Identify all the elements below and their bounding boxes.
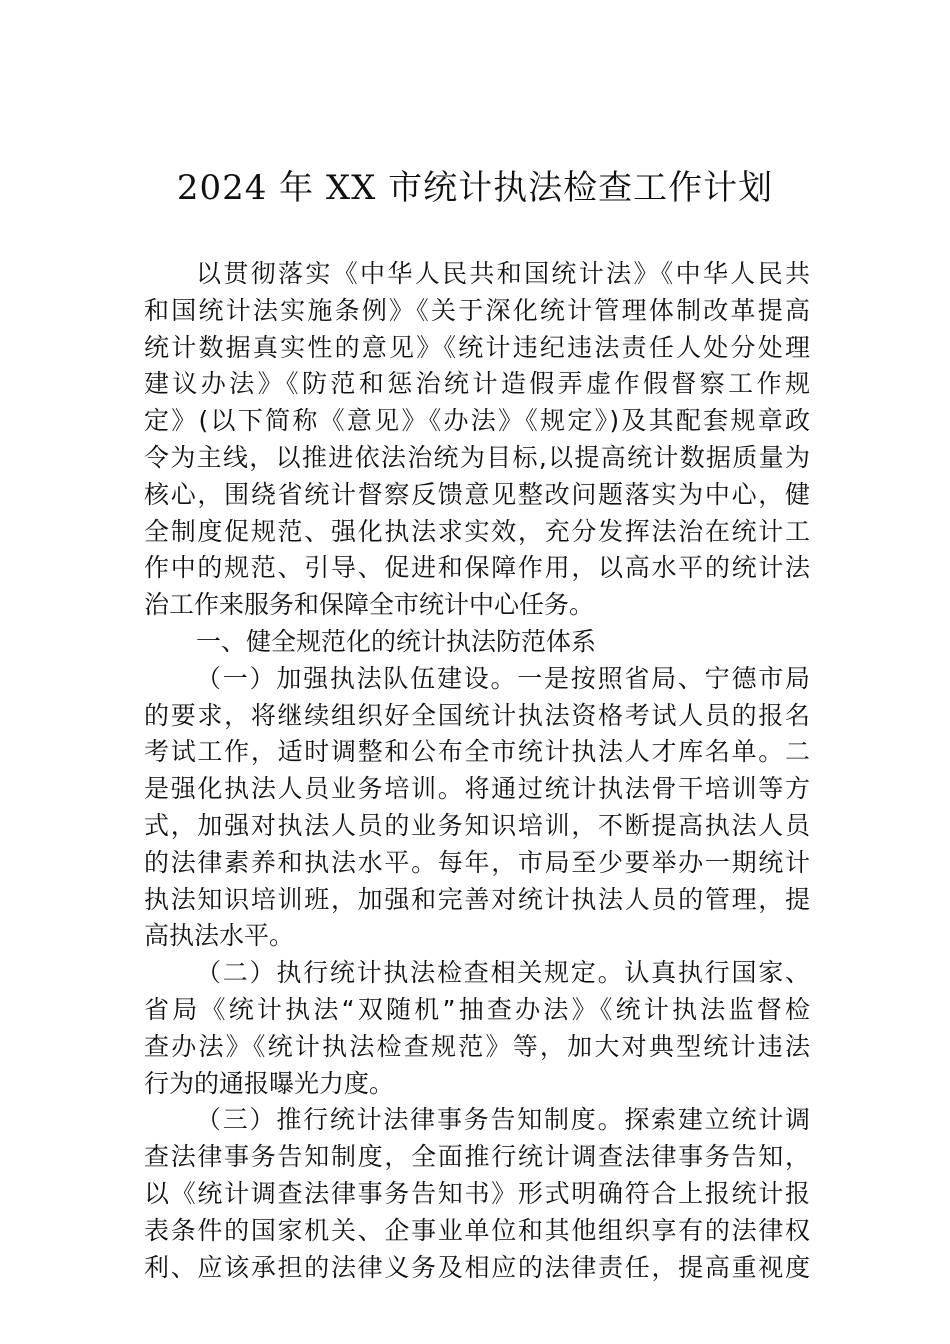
text-line: （三）推行统计法律事务告知制度。探索建立统计调 [196, 1105, 810, 1135]
text-line: 是强化执法人员业务培训。将通过统计执法骨干培训等方 [144, 774, 810, 804]
text-line: 行为的通报曝光力度。 [144, 1068, 395, 1098]
text-line: 一、健全规范化的统计执法防范体系 [196, 626, 597, 656]
text-line: 和国统计法实施条例》《关于深化统计管理体制改革提高 [144, 295, 810, 325]
text-line: 定》(以下简称《意见》《办法》《规定》)及其配套规章政 [144, 406, 810, 436]
document-title: 2024 年 XX 市统计执法检查工作计划 [176, 168, 774, 208]
text-line: 的法律素养和执法水平。每年，市局至少要举办一期统计 [144, 847, 810, 877]
text-line: 高执法水平。 [144, 921, 295, 951]
text-line: 作中的规范、引导、促进和保障作用，以高水平的统计法 [144, 553, 810, 583]
text-line: 执法知识培训班，加强和完善对统计执法人员的管理，提 [144, 884, 810, 914]
text-line: 全制度促规范、强化执法求实效，充分发挥法治在统计工 [144, 516, 810, 546]
text-line: 建议办法》《防范和惩治统计造假弄虚作假督察工作规 [144, 369, 810, 399]
text-line: 考试工作，适时调整和公布全市统计执法人才库名单。二 [144, 737, 810, 767]
text-line: 表条件的国家机关、企事业单位和其他组织享有的法律权 [144, 1215, 810, 1245]
text-line: （二）执行统计执法检查相关规定。认真执行国家、 [196, 958, 810, 988]
text-line: 查法律事务告知制度，全面推行统计调查法律事务告知， [144, 1142, 810, 1172]
document-body [144, 256, 810, 1286]
text-line: （一）加强执法队伍建设。一是按照省局、宁德市局 [196, 663, 810, 693]
text-line: 令为主线，以推进依法治统为目标,以提高统计数据质量为 [144, 442, 810, 472]
text-line: 利、应该承担的法律义务及相应的法律责任，提高重视度 [144, 1252, 810, 1282]
text-line: 查办法》《统计执法检查规范》等，加大对典型统计违法 [144, 1031, 810, 1061]
text-line: 治工作来服务和保障全市统计中心任务。 [144, 590, 595, 620]
text-line: 统计数据真实性的意见》《统计违纪违法责任人处分处理 [144, 332, 810, 362]
text-line: 以《统计调查法律事务告知书》形式明确符合上报统计报 [144, 1178, 810, 1208]
text-line: 以贯彻落实《中华人民共和国统计法》《中华人民共 [196, 259, 810, 288]
text-line: 式，加强对执法人员的业务知识培训，不断提高执法人员 [144, 810, 810, 840]
text-line: 核心，围绕省统计督察反馈意见整改问题落实为中心，健 [144, 479, 810, 509]
text-line: 的要求，将继续组织好全国统计执法资格考试人员的报名 [144, 700, 810, 730]
text-line: 省局《统计执法“双随机”抽查办法》《统计执法监督检 [144, 994, 810, 1024]
